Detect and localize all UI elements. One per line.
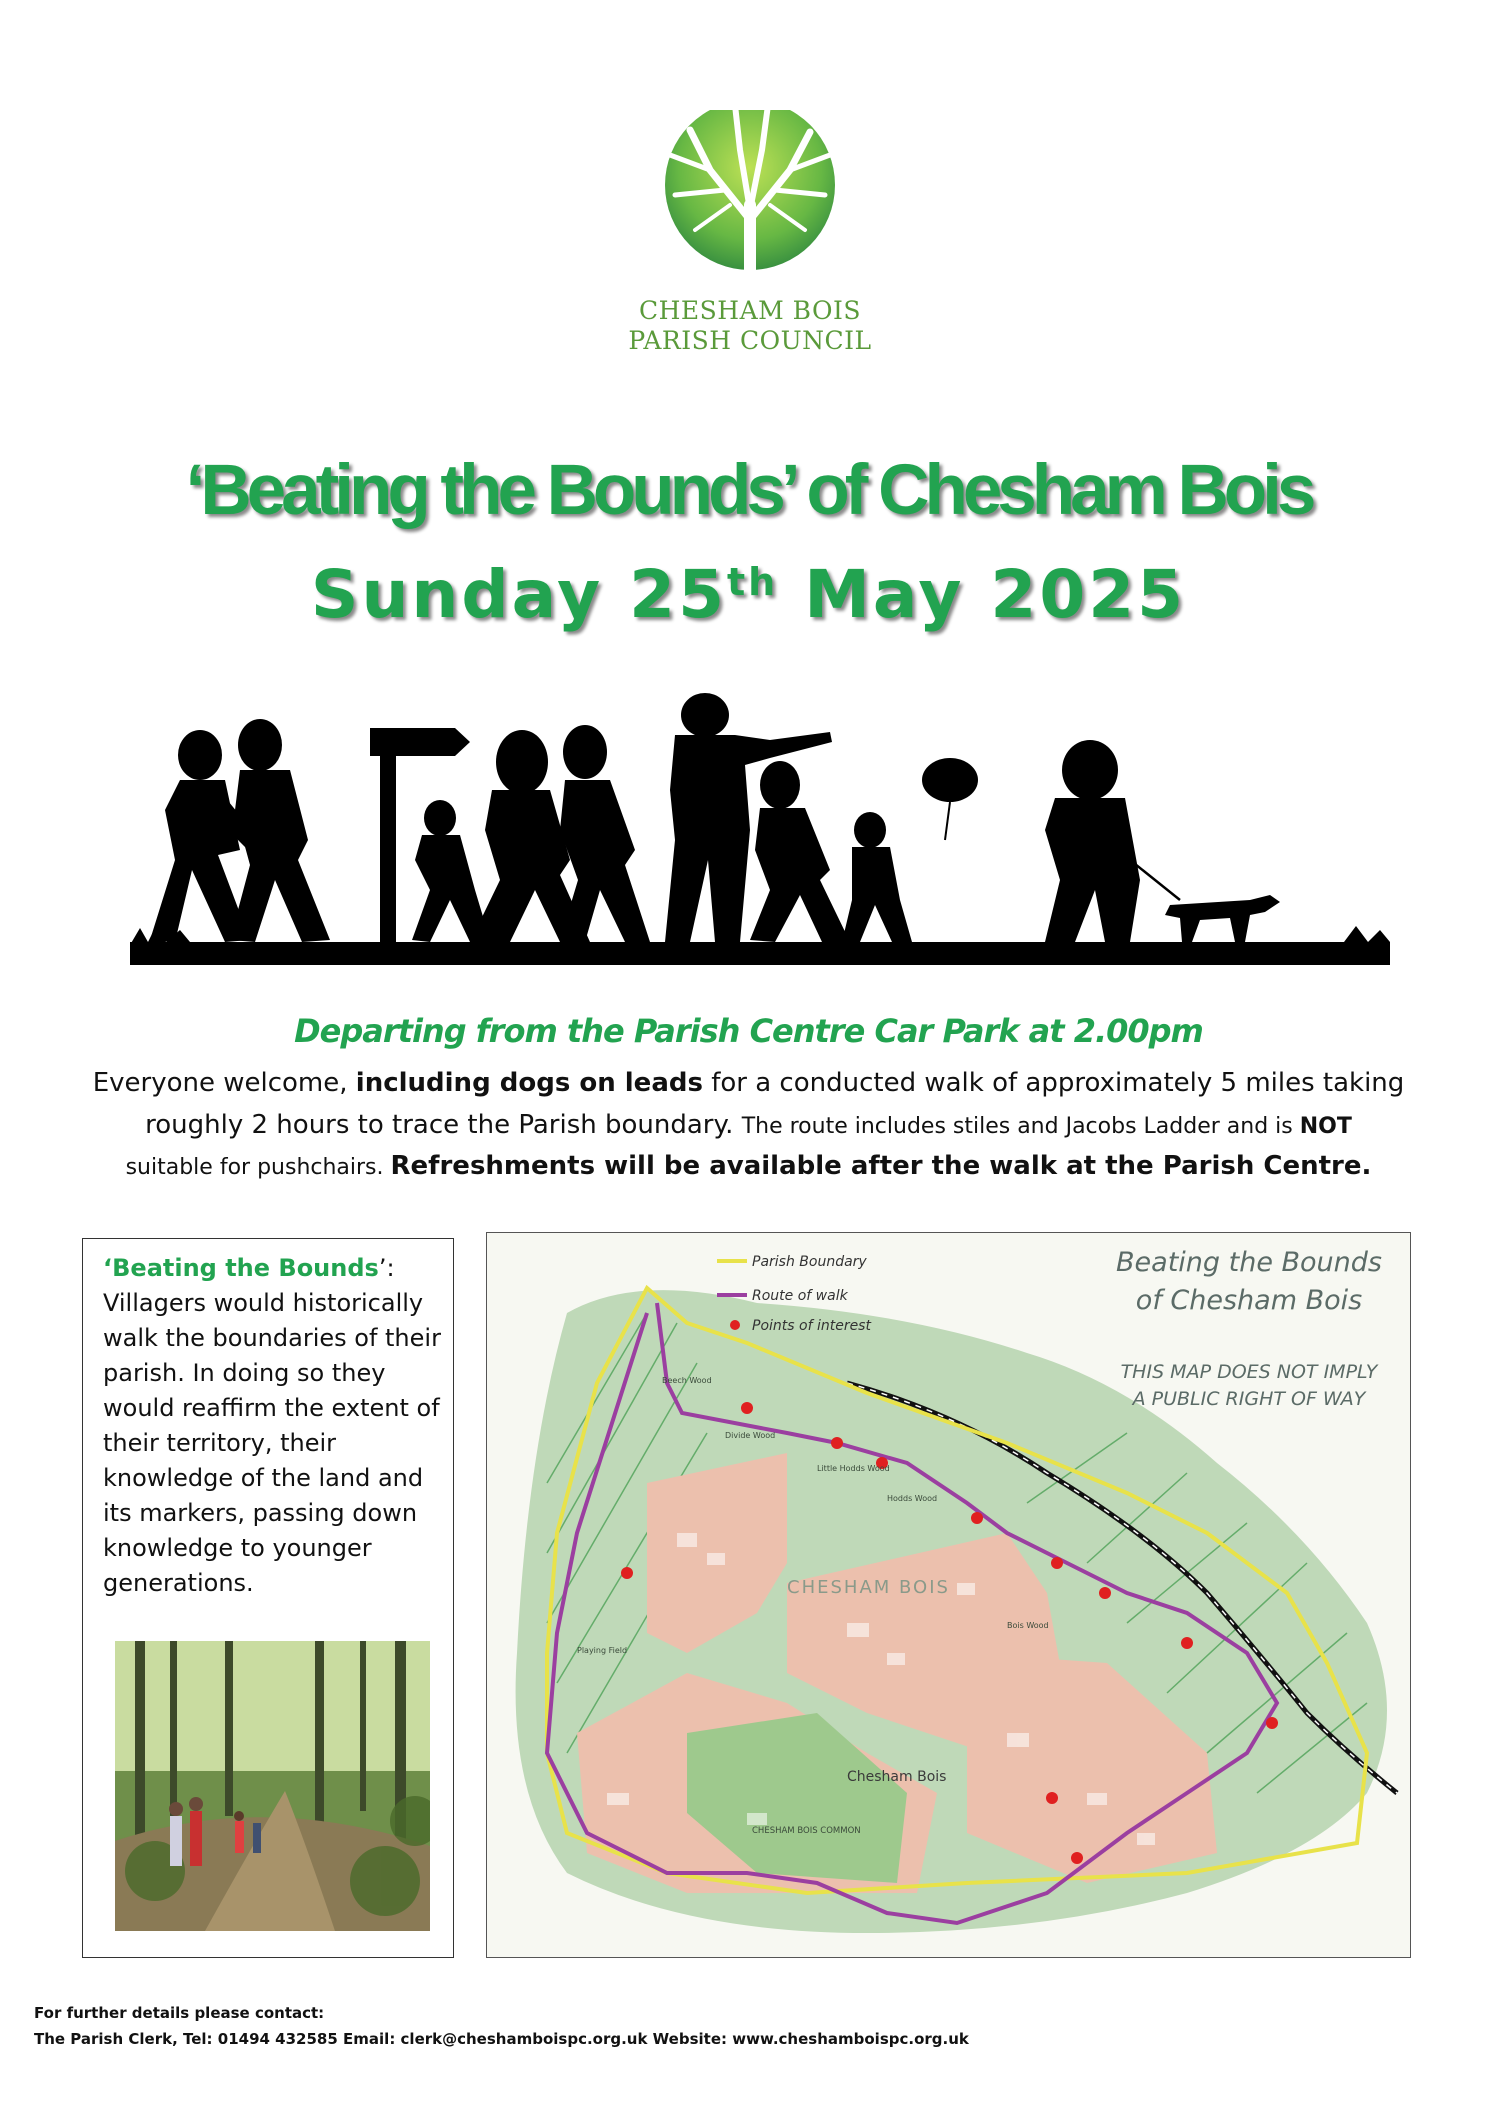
info-box-title: ‘Beating the Bounds (103, 1254, 379, 1282)
intro-text: roughly 2 hours to trace the Parish boundary. (145, 1110, 742, 1140)
map-title-line1: Beating the Bounds (1116, 1247, 1382, 1278)
map-point-of-interest (1099, 1587, 1111, 1599)
intro-line3 (40, 1151, 1457, 1181)
info-box (82, 1238, 454, 1958)
organisation-name (520, 296, 980, 356)
map-label-divide-wood: Divide Wood (725, 1431, 776, 1440)
woodland-walk-photo (115, 1641, 430, 1931)
map-point-of-interest (621, 1567, 633, 1579)
intro-text: Everyone welcome, (92, 1068, 356, 1098)
intro-route-text: The route includes stiles and Jacobs Ladder and is (741, 1114, 1300, 1139)
map-label-hodds-wood: Hodds Wood (887, 1494, 938, 1503)
map-label-bois-wood: Bois Wood (1007, 1621, 1049, 1630)
info-box-title-tail: ’: (378, 1254, 395, 1282)
legend-route-of-walk: Route of walk (752, 1288, 848, 1304)
legend-points-of-interest: Points of interest (752, 1318, 871, 1334)
org-name-line1: CHESHAM BOIS (638, 296, 862, 325)
map-point-of-interest (831, 1437, 843, 1449)
map-disclaimer-line1: THIS MAP DOES NOT IMPLY (1120, 1361, 1378, 1383)
map-point-of-interest (971, 1512, 983, 1524)
intro-text: for a conducted walk of approximately 5 miles taking (702, 1068, 1405, 1098)
info-box-body: Villagers would historically walk the boundaries of their parish. In doing so they would reaffirm the extent of their territory, their knowledge of the land and its markers, passing down knowledge to younger generations. (103, 1289, 441, 1597)
map-point-of-interest (1071, 1852, 1083, 1864)
map-point-of-interest (741, 1402, 753, 1414)
event-date-day: Sunday 25 (310, 556, 728, 633)
info-box-text (103, 1251, 448, 1601)
map-title-line2: of Chesham Bois (1135, 1285, 1363, 1316)
route-map-graphic (487, 1233, 1409, 1956)
map-label-chesham-bois: Chesham Bois (847, 1769, 947, 1785)
legend-parish-boundary: Parish Boundary (752, 1254, 867, 1270)
map-label-common: CHESHAM BOIS COMMON (752, 1826, 861, 1836)
map-label-little-hodds-wood: Little Hodds Wood (817, 1464, 890, 1473)
departure-info: Departing from the Parish Centre Car Park at 2.00pm (294, 1012, 1203, 1050)
map-point-of-interest (1266, 1717, 1278, 1729)
event-title: ‘Beating the Bounds’ of Chesham Bois (185, 451, 1312, 530)
footer-heading: For further details please contact: (34, 2004, 325, 2022)
org-name-line2: PARISH COUNCIL (628, 326, 872, 355)
event-date-rest: May 2025 (778, 556, 1187, 633)
walkers-silhouette-illustration (130, 690, 1390, 965)
map-label-playing-field: Playing Field (577, 1646, 628, 1655)
event-date (100, 556, 1397, 633)
footer-contact-details: The Parish Clerk, Tel: 01494 432585 Email: clerk@cheshamboispc.org.uk Website: www.cheshamboispc.org.uk (34, 2030, 969, 2048)
map-point-of-interest (1051, 1557, 1063, 1569)
event-date-suffix: th (727, 560, 779, 604)
intro-text: suitable for pushchairs. (125, 1155, 391, 1180)
route-map (486, 1232, 1411, 1958)
intro-not-emphasis: NOT (1299, 1114, 1352, 1139)
map-label-beech-wood: Beech Wood (662, 1376, 712, 1385)
map-point-of-interest (1181, 1637, 1193, 1649)
map-label-chesham-bois-caps: CHESHAM BOIS (787, 1577, 950, 1598)
map-disclaimer-line2: A PUBLIC RIGHT OF WAY (1132, 1388, 1366, 1410)
intro-line1 (40, 1068, 1457, 1098)
intro-dogs-emphasis: including dogs on leads (355, 1068, 703, 1098)
intro-line2 (40, 1110, 1457, 1140)
intro-refreshments-emphasis: Refreshments will be available after the walk at the Parish Centre. (390, 1151, 1372, 1181)
contact-footer (34, 2000, 969, 2052)
map-point-of-interest (1046, 1792, 1058, 1804)
